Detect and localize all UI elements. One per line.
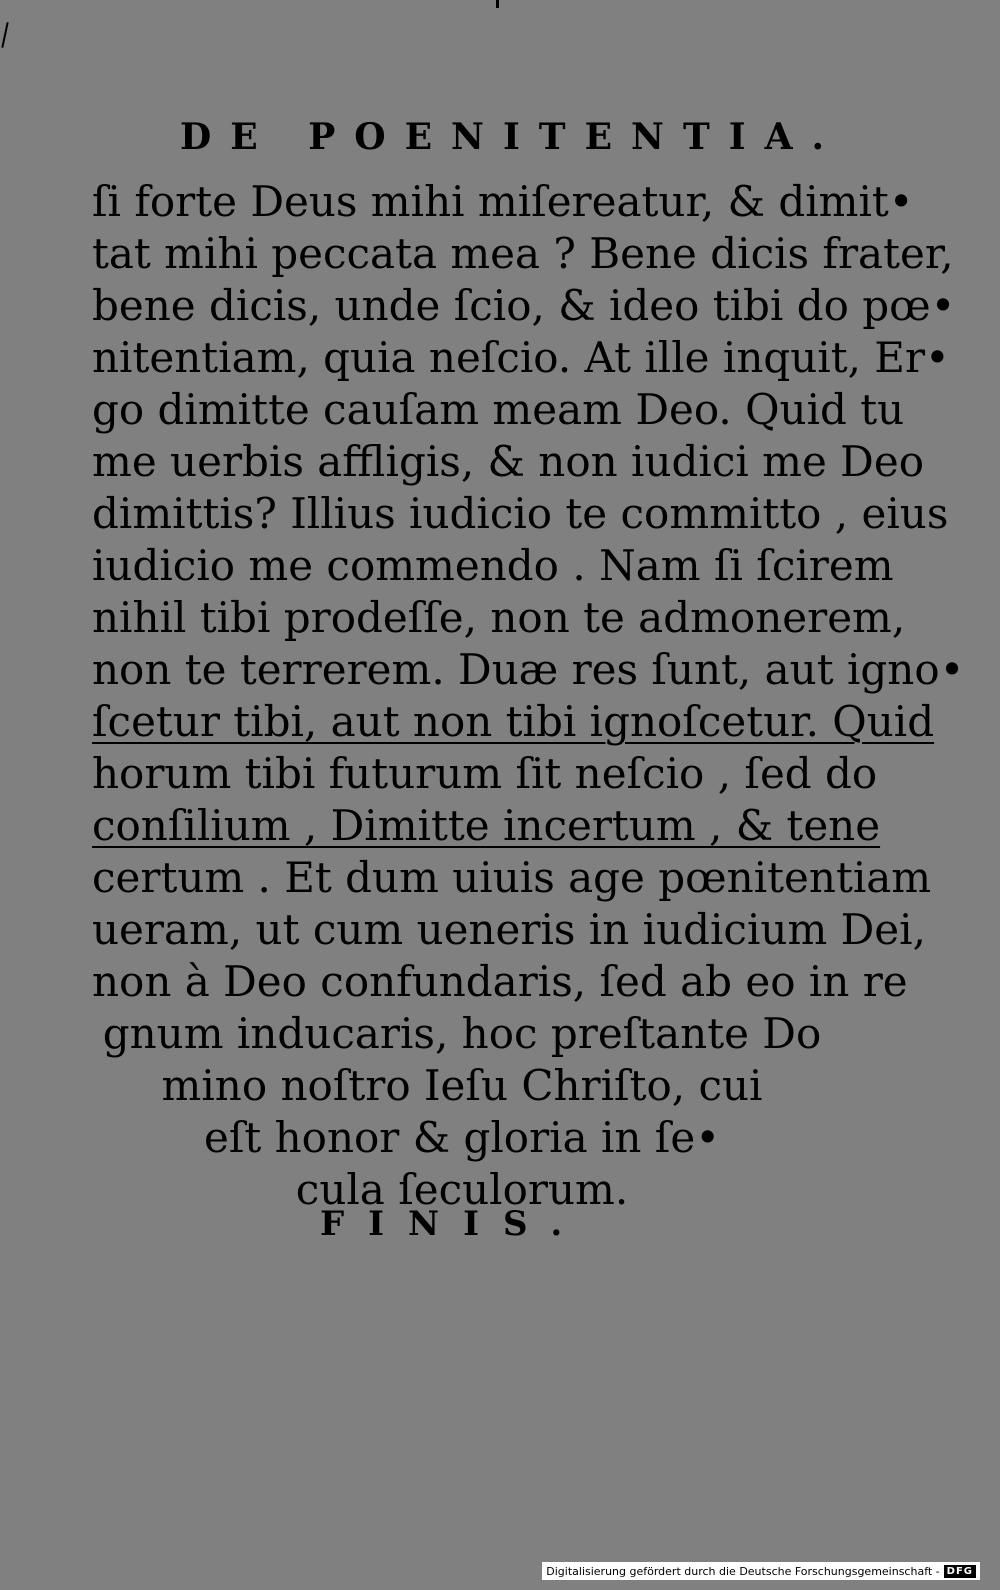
text-line: non te terrerem. Duæ res ſunt, aut igno• (92, 645, 965, 694)
text-line: go dimitte cauſam meam Deo. Quid tu (92, 385, 905, 434)
text-line: ueram, ut cum ueneris in iudicium Dei, (92, 905, 926, 954)
text-line: bene dicis, unde ſcio, & ideo tibi do pœ• (92, 281, 956, 330)
footer-text: Digitalisierung gefördert durch die Deutsche Forschungsgemeinschaft - (546, 1564, 940, 1578)
digitization-footer (542, 1562, 980, 1580)
text-line: iudicio me commendo . Nam ſi ſcirem (92, 541, 894, 590)
scan-mark (496, 0, 499, 8)
body-text (92, 176, 965, 1216)
text-line: horum tibi futurum ſit neſcio , ſed do (92, 749, 878, 798)
finis-label: FINIS. (320, 1204, 587, 1244)
text-line-underlined: conſilium , Dimitte incertum , & tene (92, 801, 881, 850)
running-head: DE POENITENTIA. (180, 116, 844, 158)
text-line-underlined: ſcetur tibi, aut non tibi ignoſcetur. Quid (92, 697, 935, 746)
margin-mark (1, 22, 8, 48)
text-line: dimittis? Illius iudicio te committo , eius (92, 489, 949, 538)
dfg-logo: DFG (944, 1565, 976, 1578)
text-line-tapered: mino noſtro Ieſu Chriſto, cui (161, 1061, 763, 1110)
text-line: certum . Et dum uiuis age pœnitentiam (92, 853, 932, 902)
text-line: tat mihi peccata mea ? Bene dicis frater, (92, 229, 954, 278)
text-line: nihil tibi prodeſſe, non te admonerem, (92, 593, 906, 642)
text-line: ſi forte Deus mihi miſereatur, & dimit• (92, 177, 914, 226)
text-line-tapered: gnum inducaris, hoc preſtante Do (102, 1009, 822, 1058)
text-line-tapered: cula ſeculorum. (295, 1165, 629, 1214)
text-line: me uerbis affligis, & non iudici me Deo (92, 437, 924, 486)
text-line: non à Deo confundaris, ſed ab eo in re (92, 957, 908, 1006)
text-line: nitentiam, quia neſcio. At ille inquit, Er• (92, 333, 950, 382)
text-line-tapered: eſt honor & gloria in ſe• (204, 1113, 720, 1162)
